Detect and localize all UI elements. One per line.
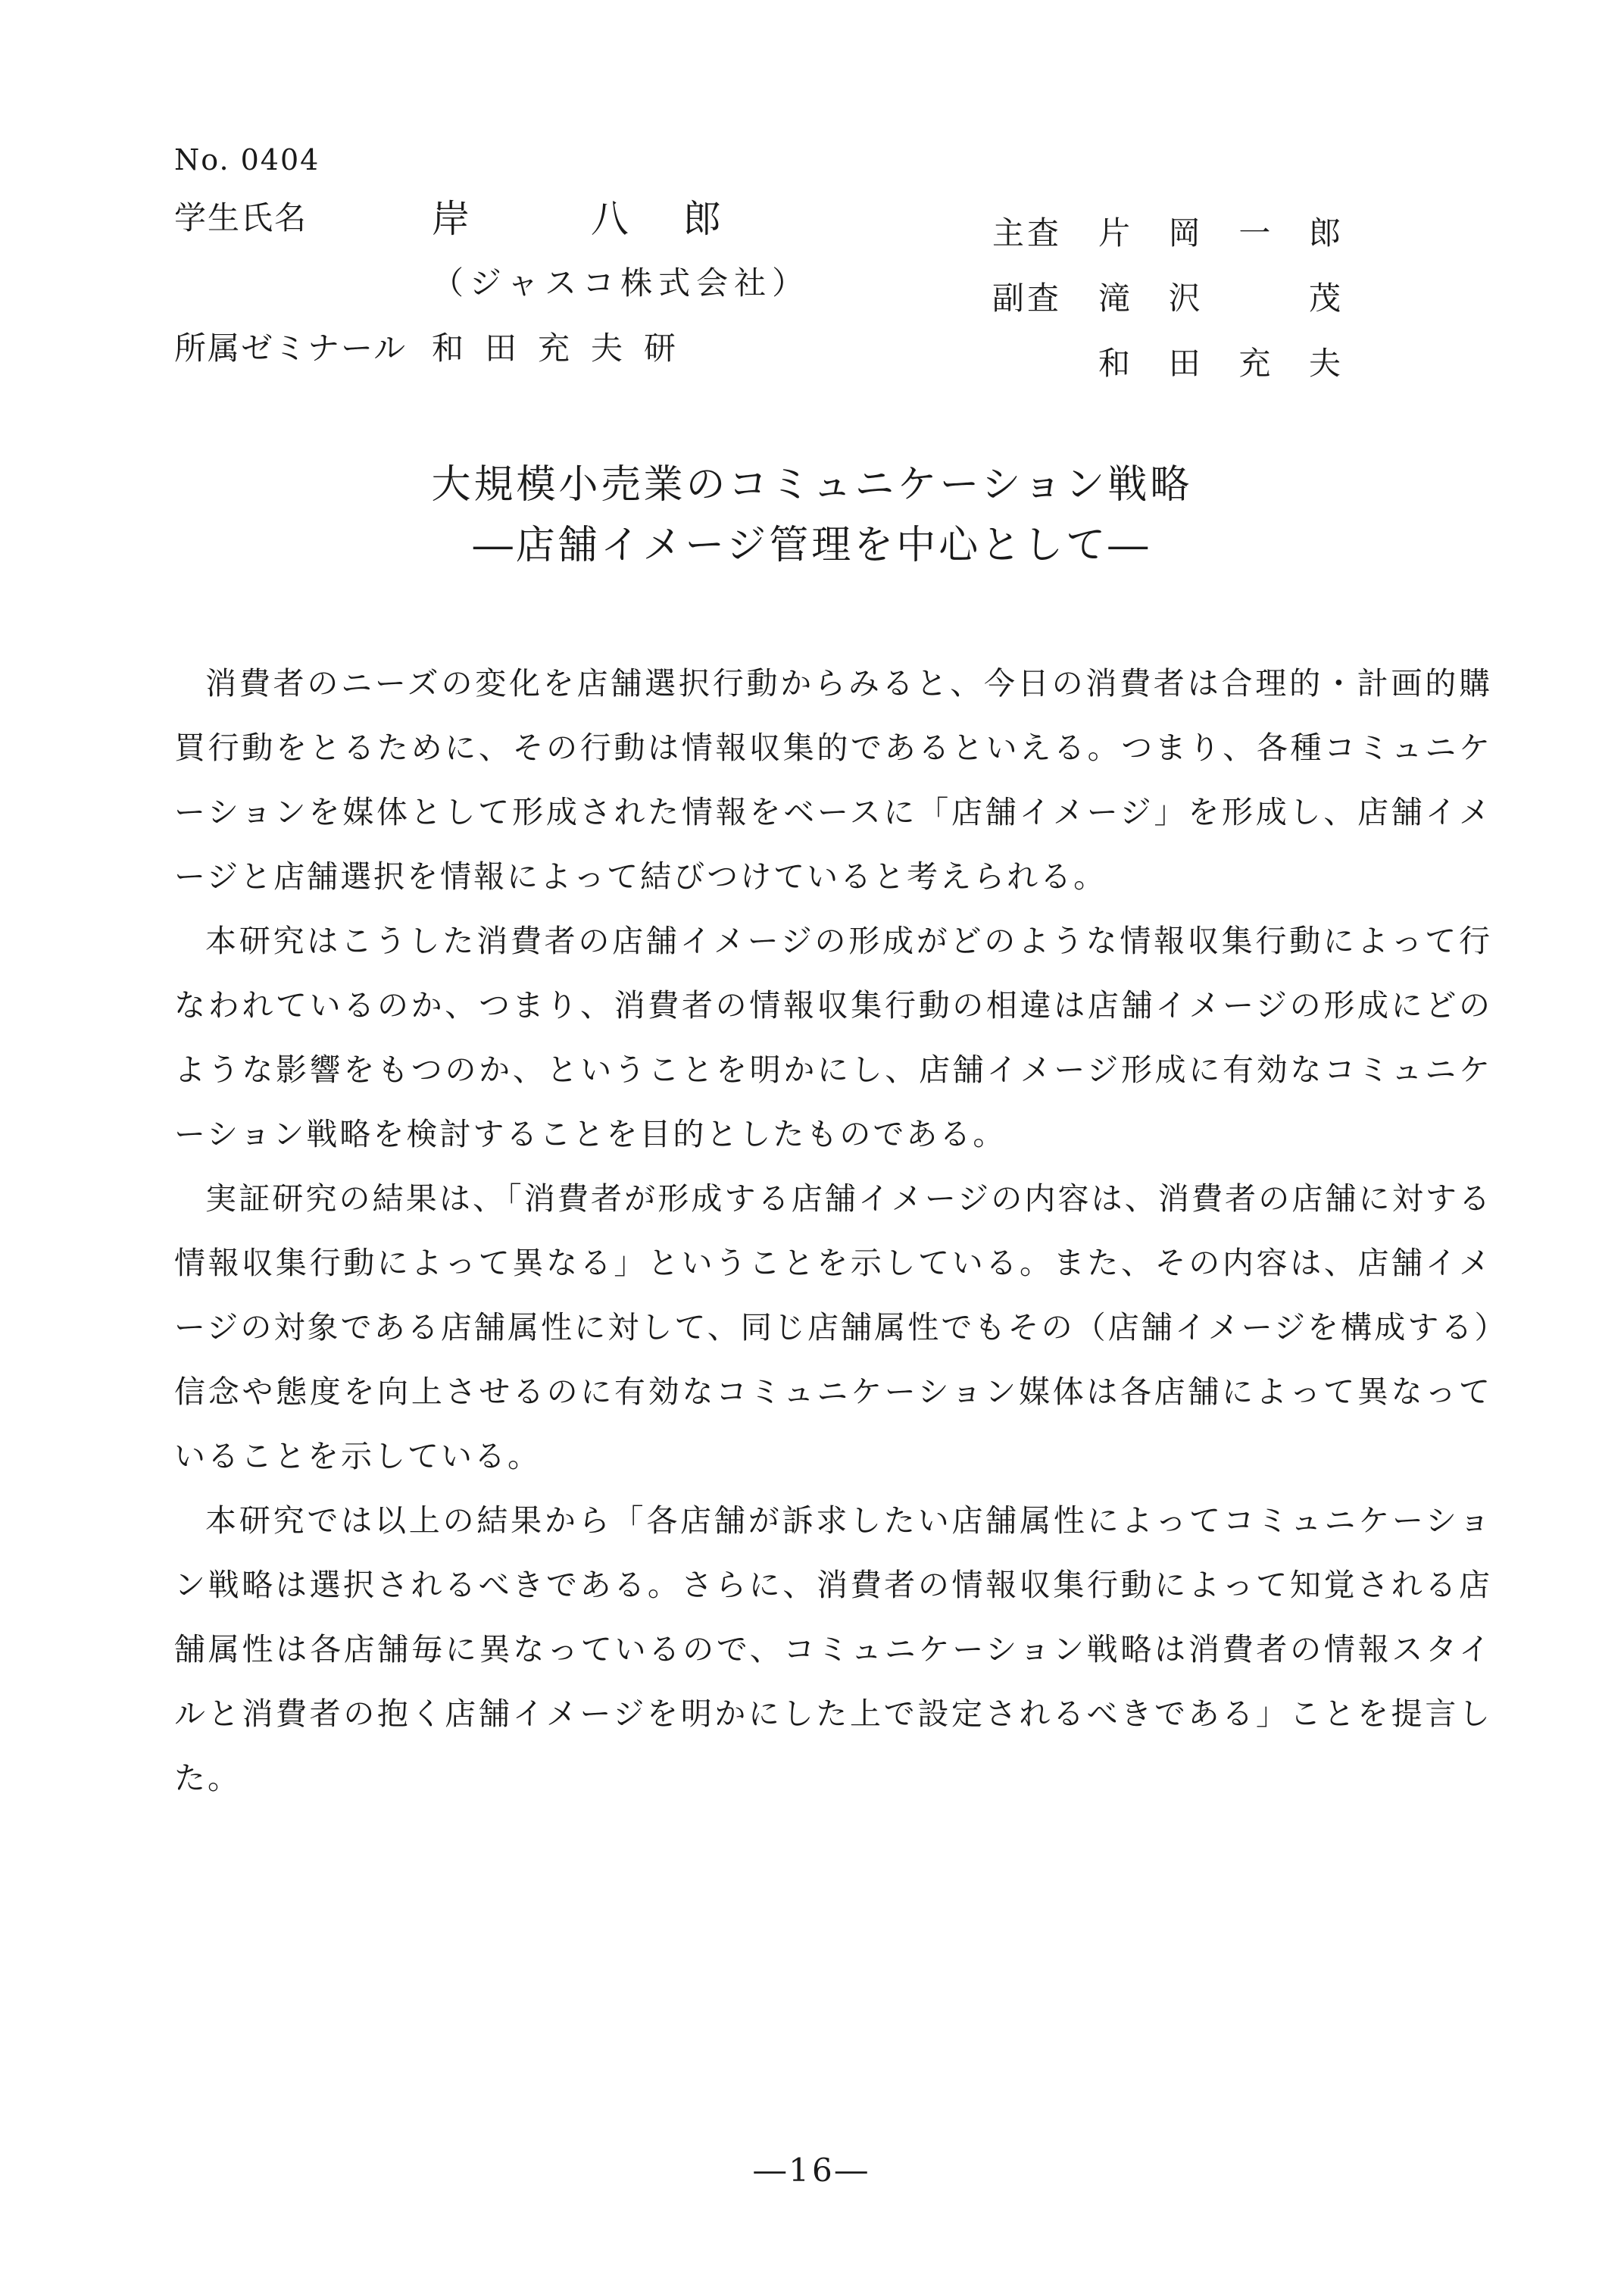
- name-char: 岡: [1168, 214, 1201, 252]
- examiners-block: [992, 198, 1386, 394]
- chief-examiner-row: [992, 198, 1386, 264]
- name-char: 茂: [1308, 280, 1341, 317]
- name-char: 和: [1098, 345, 1131, 382]
- deputy-examiner-row: [992, 264, 1386, 329]
- abstract-paragraph: 本研究はこうした消費者の店舗イメージの形成がどのような情報収集行動によって行なわれているのか、つまり、消費者の情報収集行動の相違は店舗イメージの形成にどのような影響をもつのか、ということを明かにし、店舗イメージ形成に有効なコミュニケーション戦略を検討することを目的としたものである。: [174, 923, 1492, 1152]
- seminar-row: [174, 314, 932, 379]
- thesis-subtitle: ―店舗イメージ管理を中心として―: [473, 523, 1151, 568]
- chief-examiner-label: 主査: [992, 214, 1063, 252]
- deputy-examiner-name-2: [1098, 339, 1341, 384]
- title-block: [0, 455, 1624, 576]
- deputy-examiner-name-1: [1098, 273, 1341, 319]
- chief-examiner-name: [1098, 208, 1341, 254]
- student-row: [174, 183, 932, 248]
- student-label: 学生氏名: [174, 199, 308, 236]
- thesis-title: 大規模小売業のコミュニケーション戦略: [431, 462, 1193, 508]
- company-row: [174, 248, 932, 314]
- student-name: 岸 八郎: [432, 197, 776, 241]
- document-number: No. 0404: [174, 143, 320, 177]
- student-company: （ジャスコ株式会社）: [432, 264, 810, 302]
- name-char: 郎: [1308, 214, 1341, 252]
- name-char: 沢: [1168, 280, 1201, 317]
- abstract-paragraph: 本研究では以上の結果から「各店舗が訴求したい店舗属性によってコミュニケーション戦略は選択されるべきである。さらに、消費者の情報収集行動によって知覚される店舗属性は各店舗毎に異なっているので、コミュニケーション戦略は消費者の情報スタイルと消費者の抱く店舗イメージを明かにした上で設定されるべきである」ことを提言した。: [174, 1502, 1492, 1796]
- name-char: 滝: [1098, 280, 1131, 317]
- name-char: 夫: [1308, 345, 1341, 382]
- name-char: 田: [1168, 345, 1201, 382]
- seminar-label: 所属ゼミナール: [174, 330, 408, 367]
- deputy-examiner-label: 副査: [992, 280, 1063, 317]
- page-number: ―16―: [754, 2152, 870, 2189]
- abstract-paragraph: 実証研究の結果は、「消費者が形成する店舗イメージの内容は、消費者の店舗に対する情報収集行動によって異なる」ということを示している。また、その内容は、店舗イメージの対象である店舗属性に対して、同じ店舗属性でもその（店舗イメージを構成する）信念や態度を向上させるのに有効なコミュニケーション媒体は各店舗によって異なっていることを示している。: [174, 1180, 1493, 1474]
- abstract-body: [174, 652, 1492, 1811]
- name-char: [1238, 273, 1270, 319]
- header-left: [174, 136, 932, 379]
- abstract-paragraph: 消費者のニーズの変化を店舗選択行動からみると、今日の消費者は合理的・計画的購買行動をとるために、その行動は情報収集的であるといえる。つまり、各種コミュニケーションを媒体として形成された情報をベースに「店舗イメージ」を形成し、店舗イメージと店舗選択を情報によって結びつけていると考えられる。: [174, 665, 1492, 895]
- deputy-examiner-row-2: [992, 329, 1386, 394]
- seminar-value: 和田充夫研: [432, 330, 698, 367]
- name-char: 一: [1238, 214, 1271, 252]
- name-char: 充: [1238, 345, 1271, 382]
- name-char: 片: [1098, 214, 1131, 252]
